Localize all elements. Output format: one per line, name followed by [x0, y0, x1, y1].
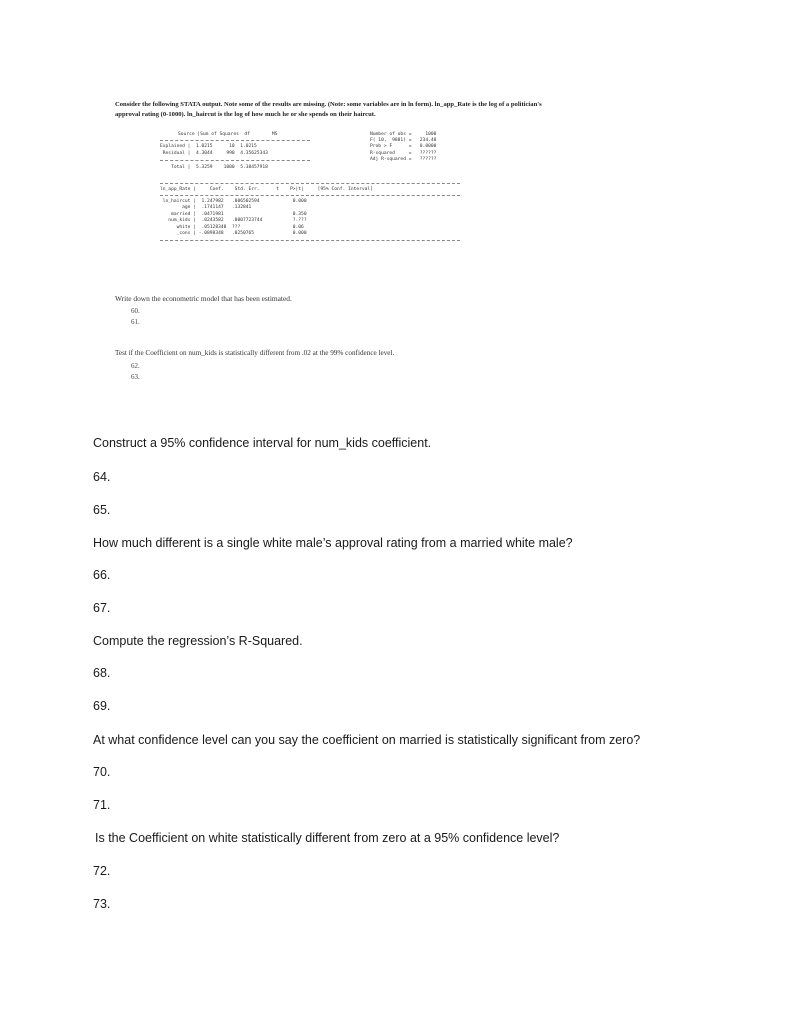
answer-number: 65.: [93, 503, 111, 517]
coef-row: age | .1741147 .132841: [160, 205, 252, 211]
coef-header: ln_app_Rate | Coef. Std. Err. t P>|t| [95% Conf. Interval]: [160, 186, 373, 192]
question-text: Is the Coefficient on white statistically different from zero at a 95% confidence level?: [95, 831, 560, 845]
stat-row: Adj R-squared = ??????: [370, 157, 437, 163]
scanned-section: [115, 100, 555, 237]
divider: [160, 140, 310, 141]
stat-row: R-squared = ??????: [370, 150, 437, 156]
answer-number: 67.: [93, 601, 111, 615]
anova-header: Source |Sum of Squares df MS: [178, 131, 278, 137]
question-text: At what confidence level can you say the coefficient on married is statistically significant from zero?: [93, 733, 641, 747]
answer-number: 70.: [93, 765, 111, 779]
answer-number: 73.: [93, 897, 111, 911]
divider: [160, 160, 310, 161]
answer-number: 68.: [93, 666, 111, 680]
coef-row: ln_haircut | 1.247982 .006502594 0.000: [160, 198, 307, 204]
coef-row: white | .05128348 ??? 0.06: [160, 224, 304, 230]
answer-number: 64.: [93, 470, 111, 484]
question-text: Compute the regression’s R-Squared.: [93, 634, 303, 648]
coef-row: num_kids | .0243582 .0007723744 ?.???: [160, 218, 307, 224]
answer-number: 63.: [131, 373, 140, 381]
coef-row: _cons | -.0898348 .0250765 0.000: [160, 231, 307, 237]
anova-row: Explained | 1.0215 10 1.0215: [160, 143, 257, 149]
divider: [160, 195, 460, 196]
anova-row: Residual | 4.3044 990 4.35625343: [160, 150, 268, 156]
stat-row: Number of obs = 1000: [370, 131, 437, 137]
coef-row: married | .0471981 0.350: [160, 211, 307, 217]
intro-paragraph: Consider the following STATA output. Note some of the results are missing. (Note: some variables are in ln form). ln_app_Rate is the log of a politician's approval rating (0-1000). ln_haircut is the log of how much he or she spends on their haircut.: [115, 101, 542, 118]
answer-number: 69.: [93, 699, 111, 713]
stat-row: F( 10, 9881) = 234.48: [370, 137, 437, 143]
answer-number: 60.: [131, 307, 140, 315]
anova-row: Total | 5.3259 1000 5.38457918: [160, 164, 268, 170]
stat-row: Prob > F = 0.0000: [370, 144, 437, 150]
answer-number: 62.: [131, 362, 140, 370]
model-stats: [370, 132, 436, 164]
divider: [160, 183, 460, 184]
answer-number: 71.: [93, 798, 111, 812]
question-text: Construct a 95% confidence interval for num_kids coefficient.: [93, 436, 432, 450]
answer-number: 72.: [93, 864, 111, 878]
divider: [160, 240, 460, 241]
question-text: How much different is a single white male’s approval rating from a married white male?: [93, 536, 573, 550]
scan-question: Write down the econometric model that has been estimated.: [115, 294, 292, 303]
answer-number: 61.: [131, 318, 140, 326]
answer-number: 66.: [93, 568, 111, 582]
scan-question: Test if the Coefficient on num_kids is statistically different from .02 at the 99% confidence level.: [115, 349, 395, 357]
